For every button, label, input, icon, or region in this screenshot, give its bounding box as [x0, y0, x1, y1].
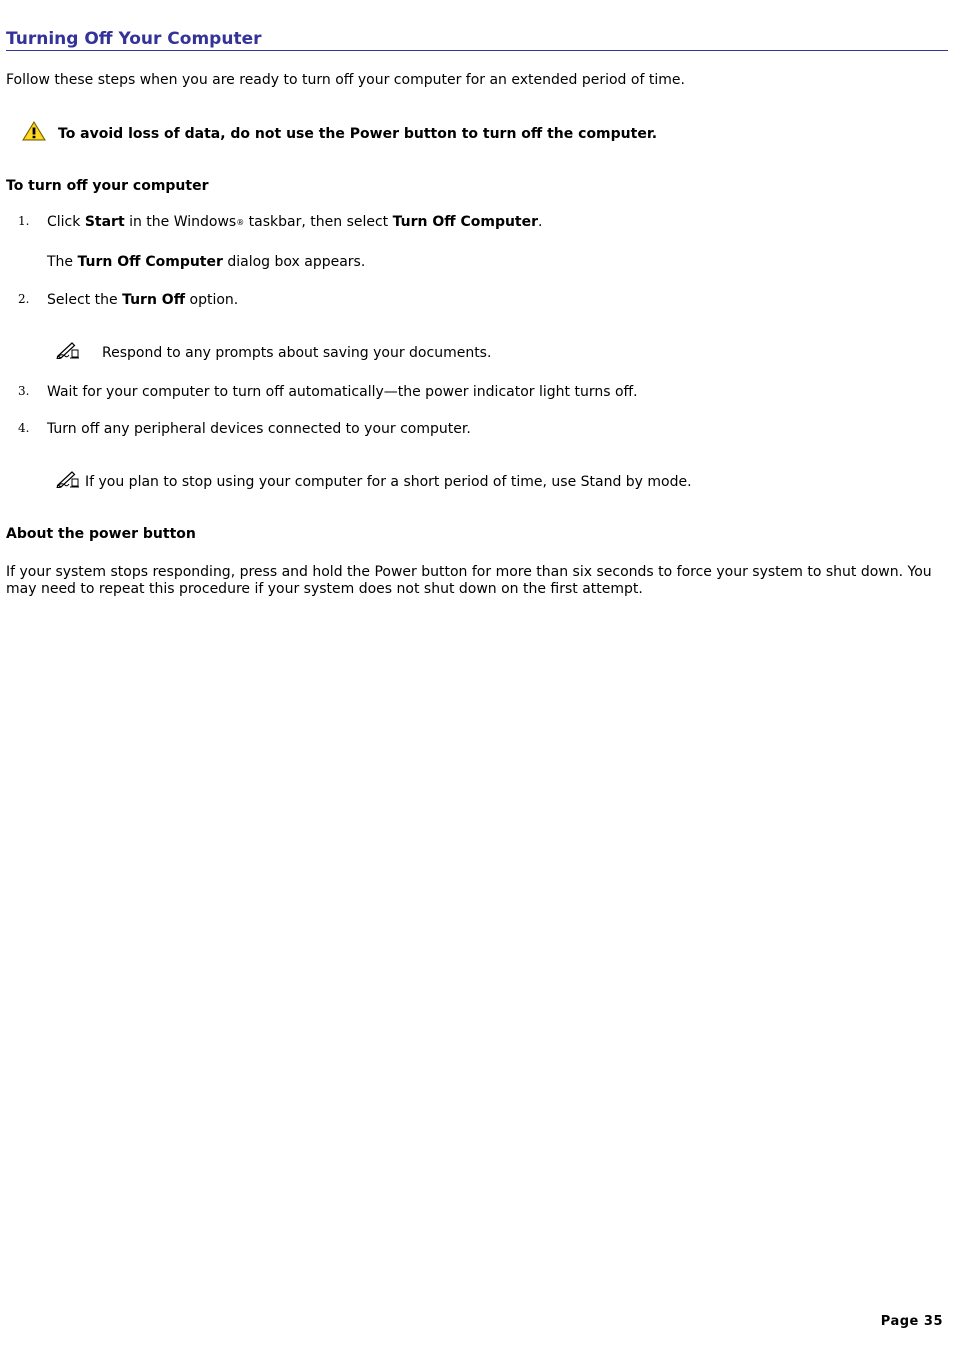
- step-text: Select the Turn Off option.: [47, 292, 239, 308]
- intro-text: Follow these steps when you are ready to turn off your computer for an extended period of time.: [6, 72, 685, 88]
- step-text: Click Start in the Windows® taskbar, then select Turn Off Computer.: [47, 214, 543, 230]
- note-text: If you plan to stop using your computer for a short period of time, use Stand by mode.: [85, 474, 692, 490]
- about-text: If your system stops responding, press and hold the Power button for more than six seconds to force your system to shut down. You may need to repeat this procedure if your system does not shut down on the first attempt.: [6, 564, 932, 597]
- step-result-text: The Turn Off Computer dialog box appears.: [47, 254, 366, 270]
- about-heading: About the power button: [6, 526, 196, 542]
- page-number: Page 35: [880, 1314, 943, 1329]
- warning-icon: [22, 121, 46, 141]
- note-pen-icon: [56, 341, 80, 359]
- step-number: 2.: [18, 292, 30, 306]
- procedure-heading: To turn off your computer: [6, 178, 209, 194]
- warning-text: To avoid loss of data, do not use the Power button to turn off the computer.: [58, 126, 658, 142]
- note-text: Respond to any prompts about saving your documents.: [102, 345, 492, 361]
- step-text: Turn off any peripheral devices connected to your computer.: [47, 421, 471, 437]
- page-title: Turning Off Your Computer: [6, 29, 948, 51]
- step-number: 3.: [18, 384, 30, 398]
- step-number: 1.: [18, 214, 30, 228]
- note-pen-icon: [56, 470, 80, 488]
- step-text: Wait for your computer to turn off automatically—the power indicator light turns off.: [47, 384, 638, 400]
- step-number: 4.: [18, 421, 30, 435]
